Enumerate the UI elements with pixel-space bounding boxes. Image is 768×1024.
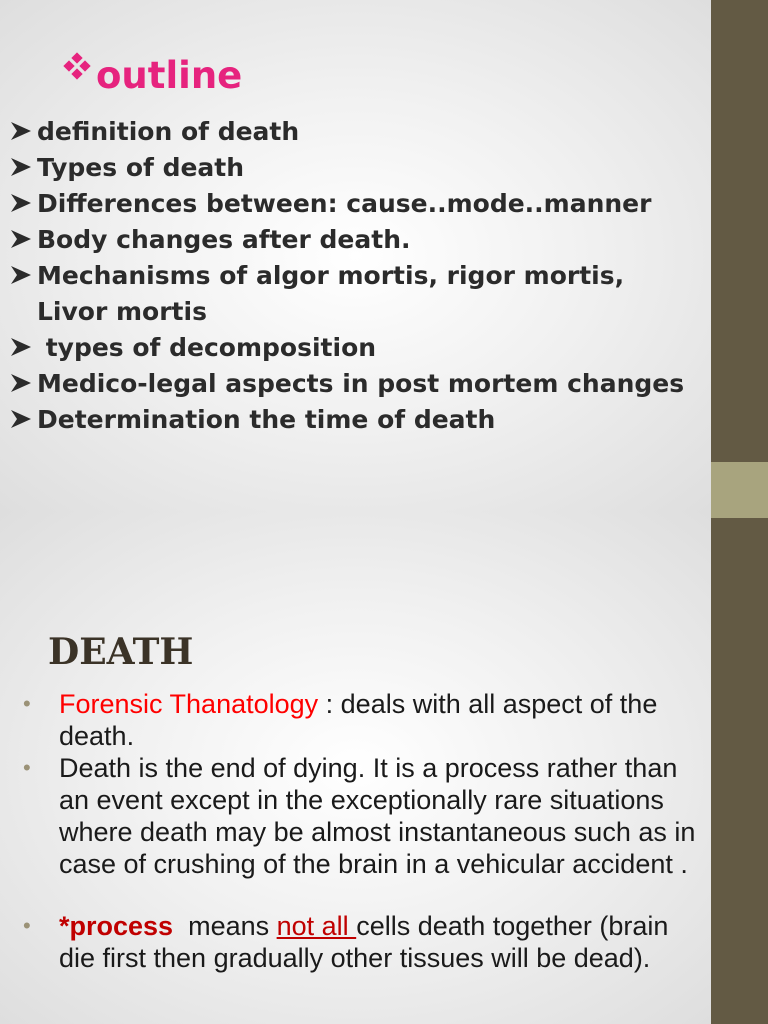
outline-item-text: types of decomposition: [37, 333, 377, 362]
outline-item-text-continued: Livor mortis: [37, 297, 207, 326]
content-item-process: [18, 910, 708, 974]
outline-slide: [0, 0, 711, 512]
outline-item-text: definition of death: [37, 117, 300, 146]
outline-item: [8, 402, 708, 438]
thanatology-definition-continued: death.: [59, 721, 135, 751]
arrow-bullet-icon: [9, 228, 33, 250]
round-bullet-icon: •: [23, 691, 31, 716]
process-term: *process: [59, 911, 174, 941]
content-item-end-of-dying: [18, 752, 708, 880]
outline-item-text: Mechanisms of algor mortis, rigor mortis,: [37, 261, 625, 290]
sidebar-bar-bottom: [711, 518, 768, 1024]
sidebar-bar-top: [711, 0, 768, 462]
arrow-bullet-icon: [9, 192, 33, 214]
outline-item-text: Types of death: [37, 153, 245, 182]
outline-item: [8, 150, 708, 186]
thanatology-term: Forensic Thanatology: [59, 689, 319, 719]
not-all-emphasis: not all: [276, 911, 357, 941]
arrow-bullet-icon: [9, 120, 33, 142]
outline-item: [8, 330, 708, 366]
paragraph-line: where death may be almost instantaneous such as in: [59, 817, 696, 847]
outline-item: [8, 186, 708, 222]
arrow-bullet-icon: [9, 336, 33, 358]
outline-item-text: Body changes after death.: [37, 225, 411, 254]
paragraph-line: an event except in the exceptionally rare situations: [59, 785, 664, 815]
outline-item: [8, 258, 708, 330]
sidebar-accent-block: [711, 462, 768, 518]
thanatology-definition: : deals with all aspect of the: [318, 689, 658, 719]
death-title: DEATH: [48, 631, 194, 673]
content-item-thanatology: [18, 688, 708, 752]
outline-heading: [62, 52, 242, 100]
arrow-bullet-icon: [9, 156, 33, 178]
death-content-list: [18, 688, 708, 974]
arrow-bullet-icon: [9, 264, 33, 286]
outline-item-text: Medico-legal aspects in post mortem changes: [37, 369, 685, 398]
outline-item-text: Determination the time of death: [37, 405, 496, 434]
paragraph-line: Death is the end of dying. It is a process rather than: [59, 753, 678, 783]
outline-item: [8, 366, 708, 402]
round-bullet-icon: •: [23, 913, 31, 938]
round-bullet-icon: •: [23, 755, 31, 780]
process-definition: cells death together (brain: [356, 911, 669, 941]
paragraph-line: case of crushing of the brain in a vehicular accident .: [59, 849, 688, 879]
outline-item: [8, 222, 708, 258]
arrow-bullet-icon: [9, 408, 33, 430]
arrow-bullet-icon: [9, 372, 33, 394]
outline-list: [8, 114, 708, 438]
outline-heading-text: outline: [96, 54, 243, 97]
outline-item-text: Differences between: cause..mode..manner: [37, 189, 652, 218]
death-slide: [0, 512, 711, 1024]
process-connector: means: [173, 911, 277, 941]
four-diamond-icon: [62, 53, 92, 83]
process-definition-continued: die first then gradually other tissues will be dead).: [59, 943, 651, 973]
outline-item: [8, 114, 708, 150]
